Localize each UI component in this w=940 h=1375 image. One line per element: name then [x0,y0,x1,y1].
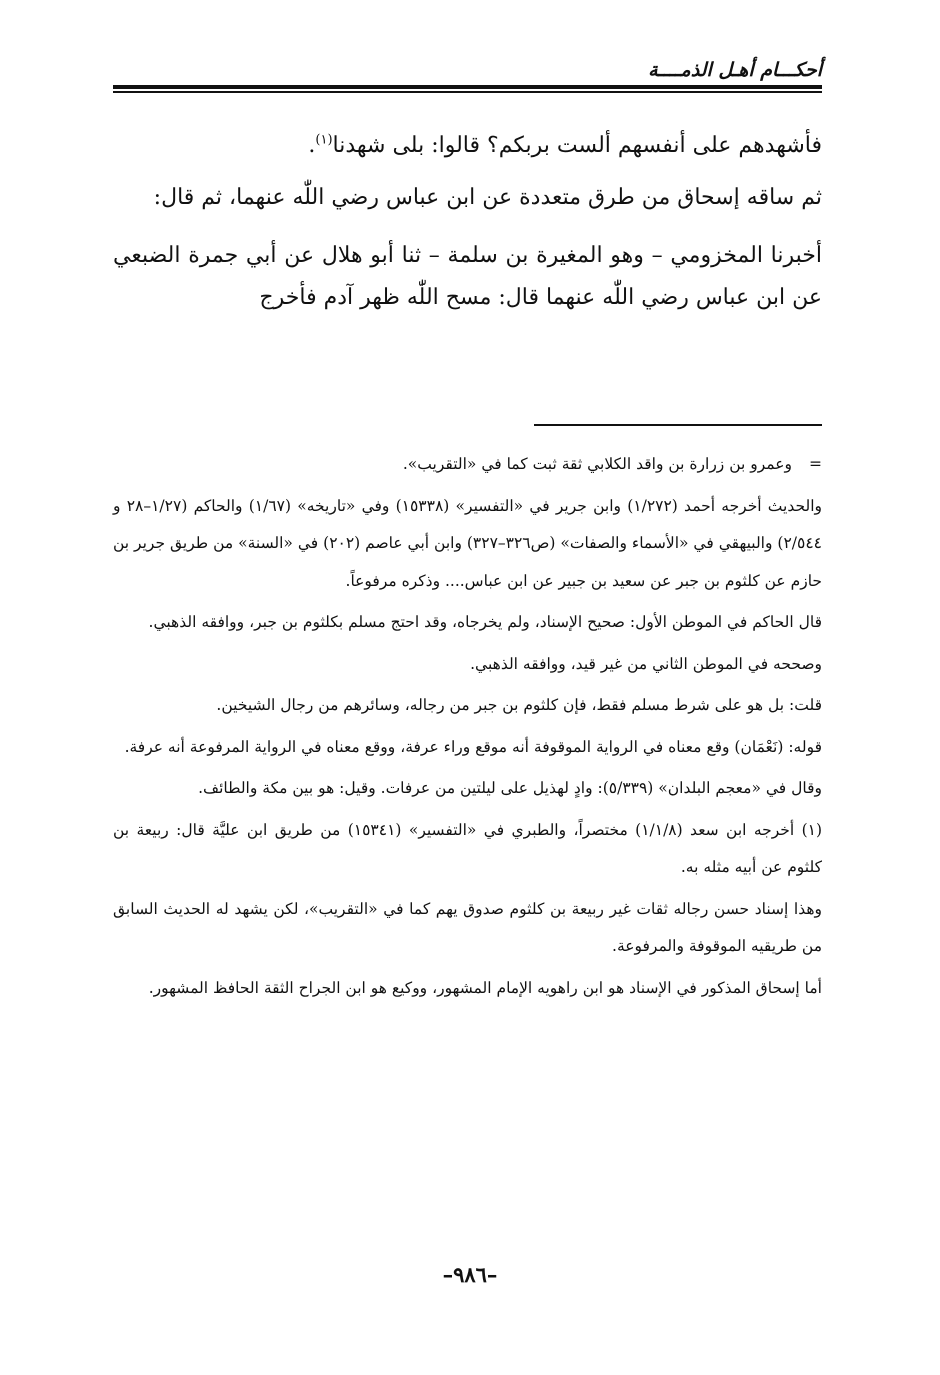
footnote-paragraph-4: وصححه في الموطن الثاني من غير قيد، ووافقه الذهبي. [470,654,822,673]
footnote-paragraph-6: قوله: (نَعْمَان) وقع معناه في الرواية الموقوفة أنه موقع وراء عرفة، ووقع معناه في الرواية المرفوعة أنه عرفة. [124,737,822,756]
continuation-mark: = [809,455,822,473]
footnote-paragraph-10: أما إسحاق المذكور في الإسناد هو ابن راهويه الإمام المشهور، ووكيع هو ابن الجراح الثقة الحافظ المشهور. [148,978,822,997]
header-rule-thick [113,85,822,89]
footnote-paragraph-5: قلت: بل هو على شرط مسلم فقط، فإن كلثوم بن جبر من رجاله، وسائرهم من رجال الشيخين. [216,696,822,714]
footnote-paragraph-8: (١) أخرجه ابن سعد (١/١/٨) مختصراً، والطبري في «التفسير» (١٥٣٤١) من طريق ابن عليَّة قال: ربيعة بن كلثوم عن أبيه مثله به. [113,820,823,876]
main-text [113,125,822,319]
running-header-title: أحكـــام أهـل الذمــــة [648,59,822,81]
page-number: –٩٨٦– [442,1262,498,1287]
footnotes [113,446,822,1011]
footnote-reference: (١) [315,132,333,148]
main-paragraph-3: أخبرنا المخزومي – وهو المغيرة بن سلمة – ثنا أبو هلال عن أبي جمرة الضبعي عن ابن عباس رضي اللّٰه عنهما قال: مسح اللّٰه ظهر آدم فأخرج [113,243,822,310]
footnote-paragraph-1-text: وعمرو بن زرارة بن واقد الكلابي ثقة ثبت كما في «التقريب». [402,455,792,473]
footnote-separator [534,424,822,426]
footnote-paragraph-2: والحديث أخرجه أحمد (١/٢٧٢) وابن جرير في «التفسير» (١٥٣٣٨) وفي «تاريخه» (١/٦٧) والحاكم (١/٢٧–٢٨ و ٢/٥٤٤) والبيهقي في «الأسماء والصفات» (ص٣٢٦–٣٢٧) وابن أبي عاصم (٢٠٢) في «السنة» من طريق جرير بن حازم عن كلثوم بن جبر عن سعيد بن جبير عن ابن عباس.... وذكره مرفوعاً. [113,496,822,590]
footnote-paragraph-9: وهذا إسناد حسن رجاله ثقات غير ربيعة بن كلثوم صدوق يهم كما في «التقريب»، لكن يشهد له الحديث السابق من طريقيه الموقوفة والمرفوعة. [113,899,822,955]
footnote-paragraph-7: وقال في «معجم البلدان» (٥/٣٣٩): وادٍ لهذيل على ليلتين من عرفات. وقيل: هو بين مكة والطائف. [198,779,822,797]
main-paragraph-1-text: فأشهدهم على أنفسهم ألست بربكم؟ قالوا: بلى شهدنا [332,133,822,158]
footnote-paragraph-1 [113,446,822,484]
running-header [113,58,822,92]
main-paragraph-1-end: . [308,133,316,158]
header-rule-thin [113,91,822,93]
main-paragraph-1 [113,125,822,167]
main-paragraph-2: ثم ساقه إسحاق من طرق متعددة عن ابن عباس رضي اللّٰه عنهما، ثم قال: [153,185,822,210]
footnote-paragraph-3: قال الحاكم في الموطن الأول: صحيح الإسناد، ولم يخرجاه، وقد احتج مسلم بكلثوم بن جبر، ووافقه الذهبي. [148,613,822,631]
